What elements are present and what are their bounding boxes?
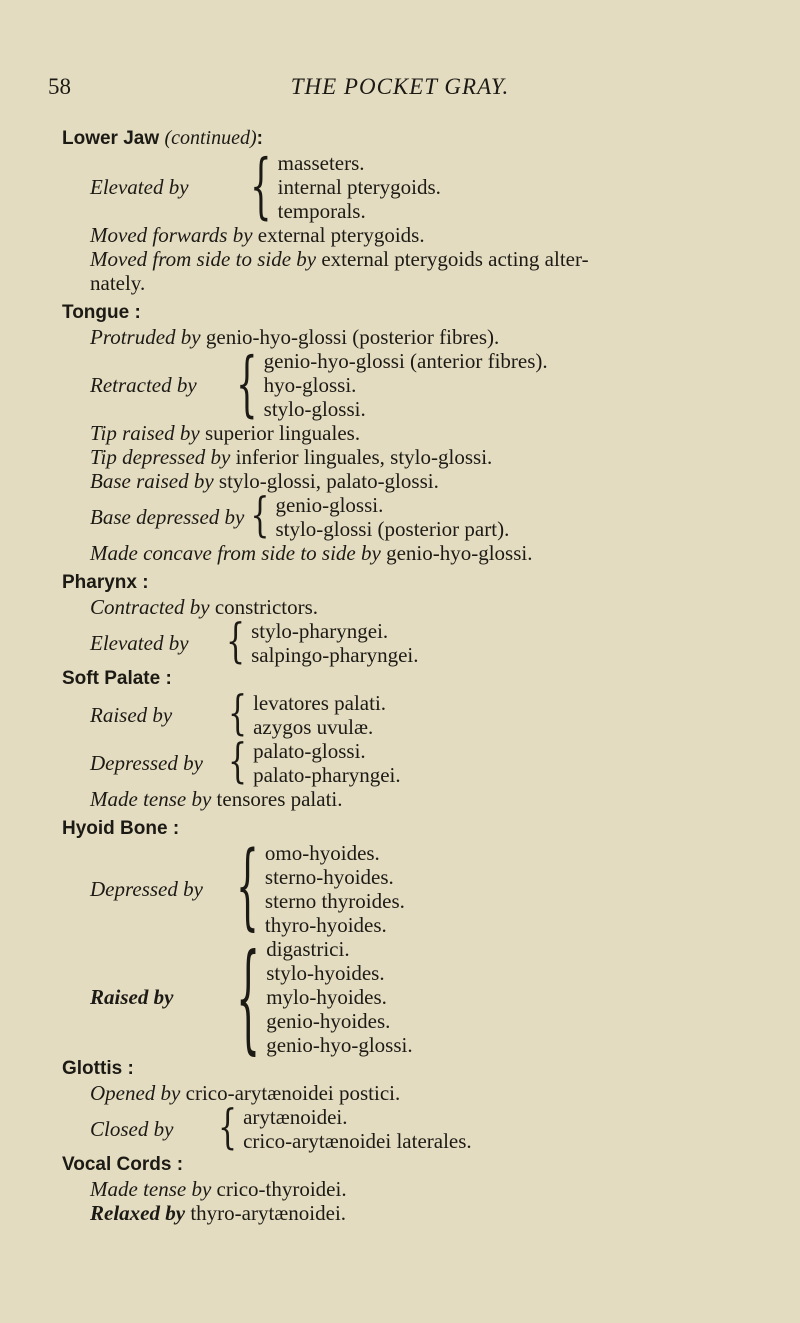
brace: { (250, 489, 270, 544)
entry-made-tense: Made tense by tensores palati. (90, 787, 343, 811)
list-item: omo-hyoides. (264, 841, 380, 865)
brace: { (250, 145, 272, 229)
section-heading-soft-palate: Soft Palate : (62, 668, 172, 689)
label-raised-by: Raised by (90, 703, 173, 727)
muscle-list (253, 739, 401, 787)
entry-contracted: Contracted by constrictors. (90, 595, 319, 619)
list-item: genio-hyoides. (266, 1009, 391, 1033)
group-glottis-closed (62, 1101, 762, 1156)
list-item: salpingo-pharyngei. (251, 643, 419, 667)
group-tongue-retracted (62, 343, 762, 427)
entry-tip-depressed: Tip depressed by inferior linguales, stylo-glossi. (90, 445, 493, 469)
muscle-list (243, 1105, 472, 1153)
list-item: mylo-hyoides. (266, 985, 387, 1009)
section-heading-glottis: Glottis : (62, 1058, 134, 1079)
brace: { (236, 343, 258, 427)
page-content (62, 126, 762, 1225)
muscle-list (264, 349, 548, 421)
muscle-list (275, 493, 509, 541)
section-heading-lower-jaw: Lower Jaw (continued): (62, 127, 263, 149)
list-item: crico-arytænoidei laterales. (243, 1129, 472, 1153)
section-heading-pharynx: Pharynx : (62, 572, 149, 593)
brace: { (236, 834, 259, 941)
brace: { (228, 735, 248, 790)
list-item: genio-glossi. (275, 493, 384, 517)
label-elevated-by: Elevated by (90, 631, 189, 655)
label-retracted-by: Retracted by (90, 373, 197, 397)
list-item: stylo-glossi (posterior part). (275, 517, 510, 541)
page-header (48, 74, 752, 104)
entry-moved-side-to-side: Moved from side to side by external pterygoids acting alter- (90, 247, 589, 271)
brace: { (218, 1101, 238, 1156)
entry-base-raised: Base raised by stylo-glossi, palato-glossi. (90, 469, 439, 493)
list-item: stylo-hyoides. (266, 961, 385, 985)
entry-made-tense: Made tense by crico-thyroidei. (90, 1177, 347, 1201)
page-number: 58 (48, 74, 71, 99)
group-soft-palate-depressed (62, 735, 762, 790)
label-raised-by: Raised by (90, 985, 174, 1009)
list-item: stylo-glossi. (263, 397, 366, 421)
section-heading-vocal-cords: Vocal Cords : (62, 1154, 184, 1175)
section-heading-tongue: Tongue : (62, 302, 141, 323)
group-lower-jaw-elevated (62, 145, 762, 229)
muscle-list (265, 841, 405, 937)
entry-protruded: Protruded by genio-hyo-glossi (posterior fibres). (90, 325, 500, 349)
group-soft-palate-raised (62, 687, 762, 742)
brace: { (228, 687, 248, 742)
group-base-depressed (62, 489, 762, 544)
section-heading-hyoid-bone: Hyoid Bone : (62, 818, 180, 839)
brace: { (236, 928, 261, 1066)
entry-opened: Opened by crico-arytænoidei postici. (90, 1081, 401, 1105)
entry-moved-forwards: Moved forwards by external pterygoids. (90, 223, 425, 247)
entry-continuation: nately. (90, 271, 146, 295)
label-closed-by: Closed by (90, 1117, 174, 1141)
list-item: levatores palati. (253, 691, 387, 715)
list-item: palato-pharyngei. (253, 763, 401, 787)
list-item: thyro-hyoides. (264, 913, 387, 937)
list-item: hyo-glossi. (263, 373, 357, 397)
brace: { (226, 615, 246, 670)
label-base-depressed-by: Base depressed by (90, 505, 245, 529)
entry-tip-raised: Tip raised by superior linguales. (90, 421, 361, 445)
label-elevated-by: Elevated by (90, 175, 189, 199)
list-item: sterno thyroides. (264, 889, 405, 913)
muscle-list (251, 619, 418, 667)
list-item: masseters. (277, 151, 365, 175)
list-item: genio-hyo-glossi (anterior fibres). (263, 349, 548, 373)
list-item: stylo-pharyngei. (251, 619, 389, 643)
muscle-list (266, 937, 412, 1057)
label-depressed-by: Depressed by (90, 877, 203, 901)
list-item: sterno-hyoides. (264, 865, 394, 889)
group-pharynx-elevated (62, 615, 762, 670)
running-title: THE POCKET GRAY. (290, 74, 510, 99)
label-depressed-by: Depressed by (90, 751, 203, 775)
entry-relaxed: Relaxed by thyro-arytænoidei. (90, 1201, 347, 1225)
group-hyoid-depressed (62, 834, 762, 941)
list-item: palato-glossi. (253, 739, 366, 763)
list-item: arytænoidei. (243, 1105, 348, 1129)
entry-made-concave: Made concave from side to side by genio-hyo-glossi. (90, 541, 533, 565)
muscle-list (278, 151, 441, 223)
list-item: internal pterygoids. (277, 175, 441, 199)
list-item: temporals. (277, 199, 366, 223)
list-item: digastrici. (266, 937, 350, 961)
muscle-list (253, 691, 386, 739)
group-hyoid-raised (62, 928, 762, 1066)
list-item: azygos uvulæ. (253, 715, 374, 739)
list-item: genio-hyo-glossi. (266, 1033, 413, 1057)
